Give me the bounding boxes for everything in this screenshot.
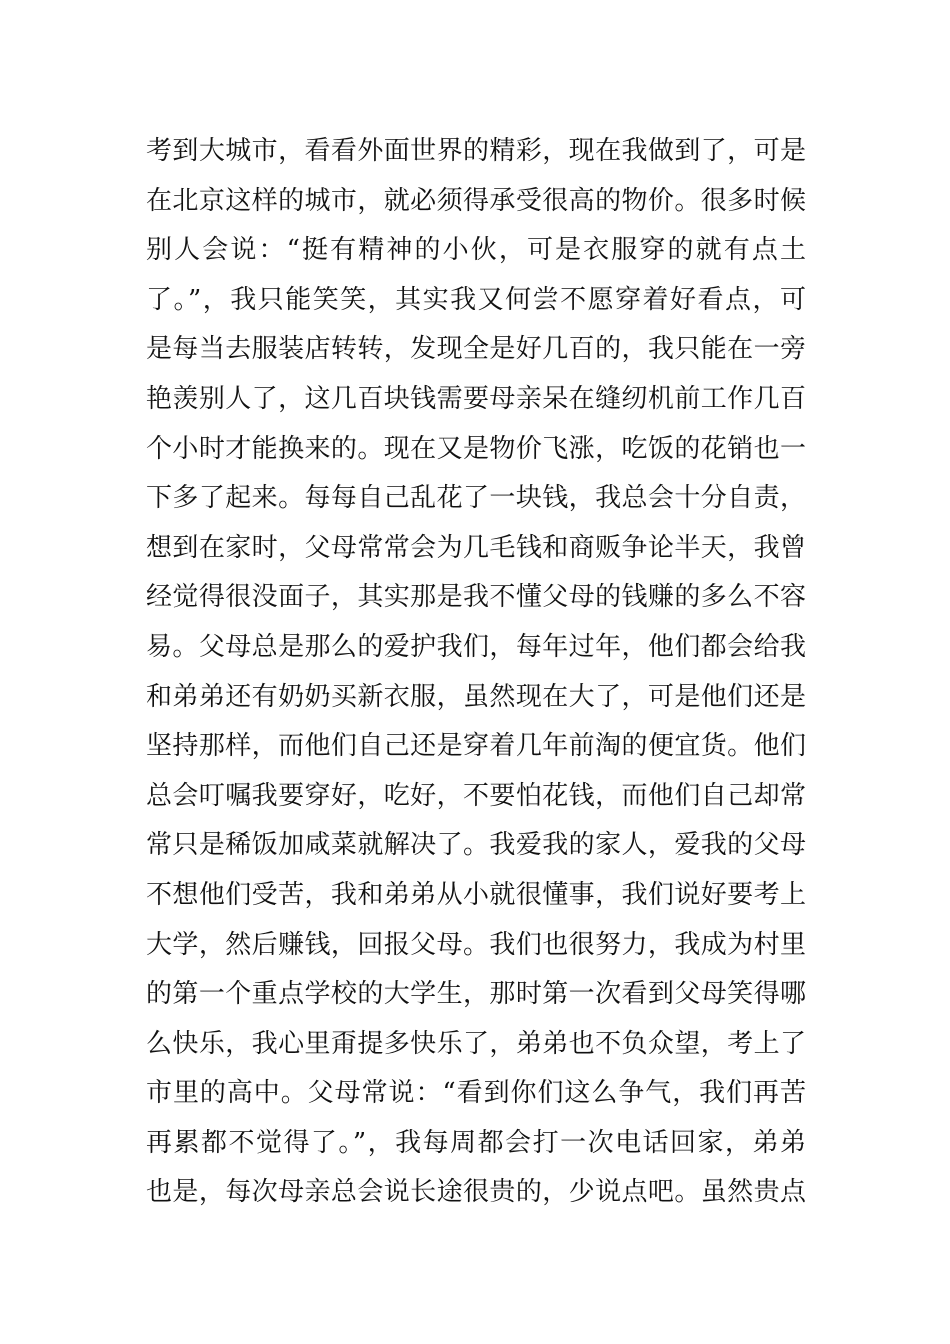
text-line: 艳羡别人了，这几百块钱需要母亲呆在缝纫机前工作几百: [146, 383, 806, 414]
text-line: 下多了起来。每每自己乱花了一块钱，我总会十分自责，: [146, 483, 806, 514]
body-text: [146, 127, 806, 1218]
text-line: 在北京这样的城市，就必须得承受很高的物价。很多时候: [146, 185, 806, 216]
text-line: 也是，每次母亲总会说长途很贵的，少说点吧。虽然贵点: [146, 1177, 806, 1208]
text-line: 经觉得很没面子，其实那是我不懂父母的钱赚的多么不容: [146, 582, 806, 613]
text-line: 和弟弟还有奶奶买新衣服，虽然现在大了，可是他们还是: [146, 681, 806, 712]
text-line: 考到大城市，看看外面世界的精彩，现在我做到了，可是: [146, 136, 806, 166]
text-line: 市里的高中。父母常说：“看到你们这么争气，我们再苦: [146, 1078, 806, 1109]
text-line: 别人会说：“挺有精神的小伙，可是衣服穿的就有点土: [146, 235, 806, 266]
text-line: 坚持那样，而他们自己还是穿着几年前淘的便宜货。他们: [146, 731, 806, 762]
text-line: 再累都不觉得了。”，我每周都会打一次电话回家，弟弟: [146, 1127, 806, 1158]
text-line: 想到在家时，父母常常会为几毛钱和商贩争论半天，我曾: [146, 532, 806, 563]
text-line: 的第一个重点学校的大学生，那时第一次看到父母笑得哪: [146, 979, 806, 1010]
text-line: 常只是稀饭加咸菜就解决了。我爱我的家人，爱我的父母: [146, 830, 806, 861]
text-line: 了。”，我只能笑笑，其实我又何尝不愿穿着好看点，可: [146, 284, 806, 315]
text-line: 不想他们受苦，我和弟弟从小就很懂事，我们说好要考上: [146, 879, 806, 910]
text-line: 是每当去服装店转转，发现全是好几百的，我只能在一旁: [146, 334, 806, 365]
text-line: 大学，然后赚钱，回报父母。我们也很努力，我成为村里: [146, 929, 806, 960]
text-line: 个小时才能换来的。现在又是物价飞涨，吃饭的花销也一: [146, 433, 806, 464]
text-line: 总会叮嘱我要穿好，吃好，不要怕花钱，而他们自己却常: [146, 780, 806, 811]
text-line: 易。父母总是那么的爱护我们，每年过年，他们都会给我: [146, 631, 806, 662]
text-line: 么快乐，我心里甭提多快乐了，弟弟也不负众望，考上了: [146, 1028, 806, 1059]
